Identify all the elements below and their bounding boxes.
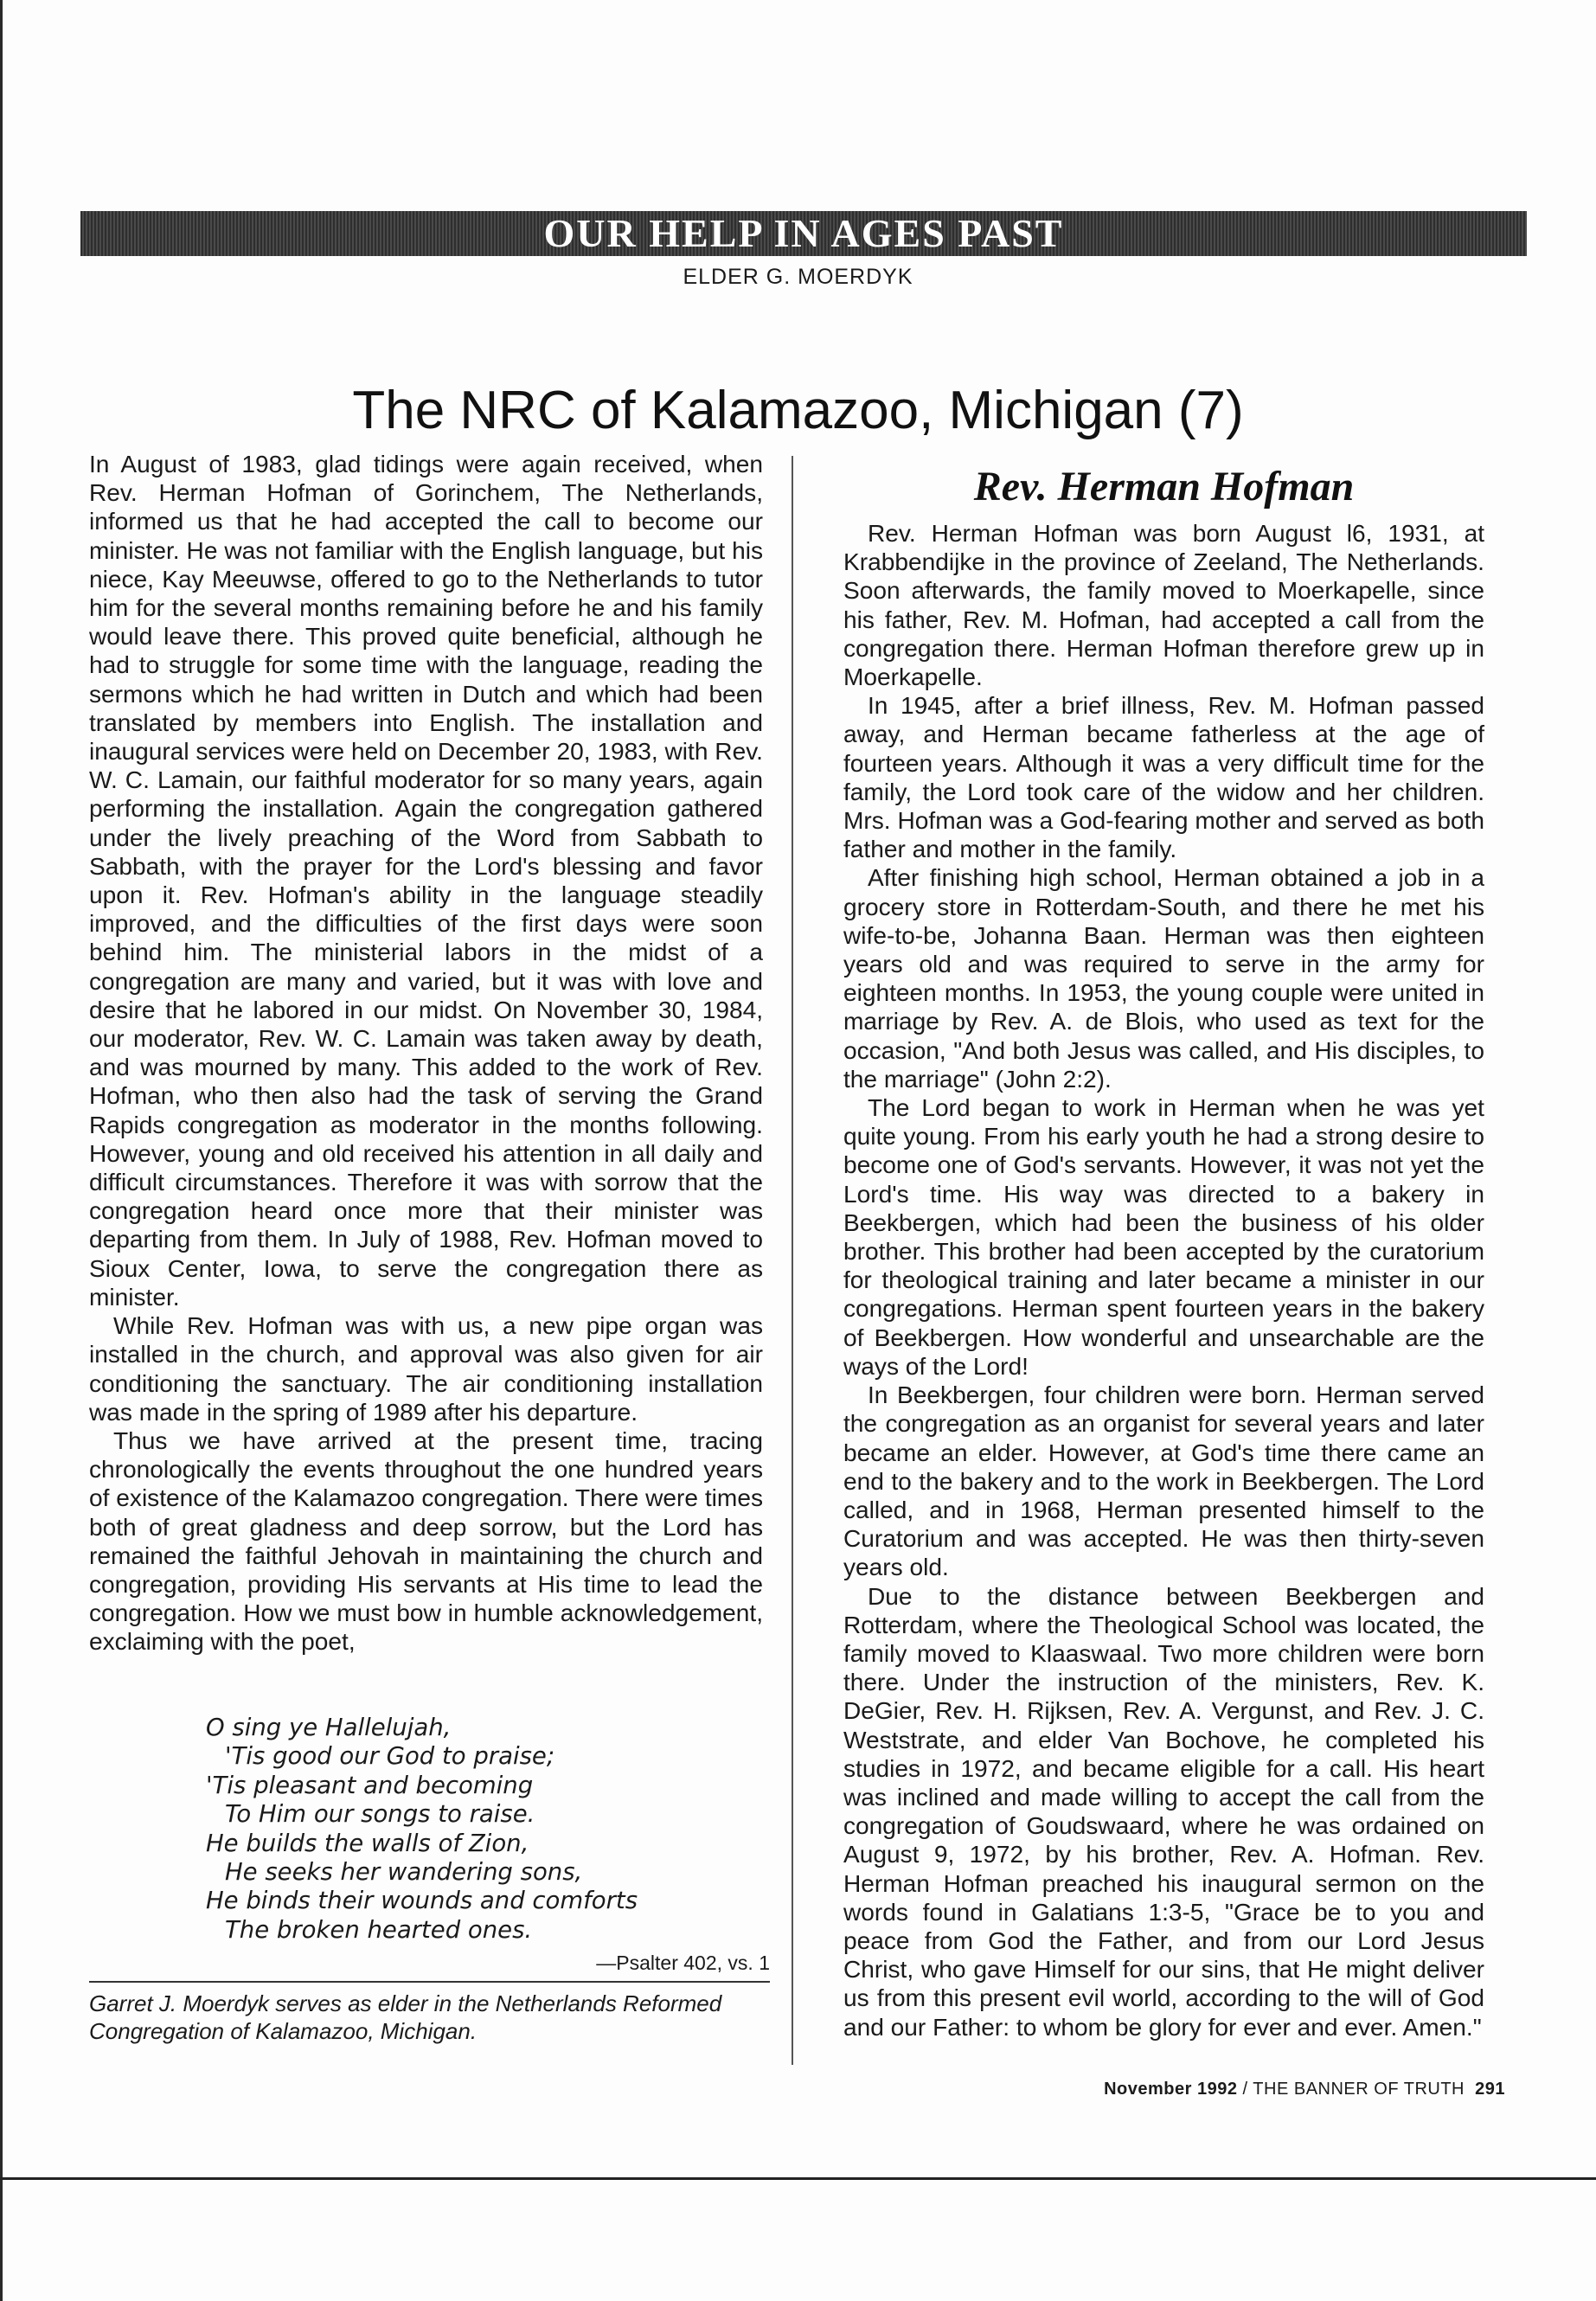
poem-line: He binds their wounds and comforts (206, 1887, 638, 1915)
sidebar-title: Rev. Herman Hofman (973, 464, 1355, 510)
column-banner (80, 211, 1527, 256)
poem-line: To Him our songs to raise. (225, 1800, 535, 1829)
footnote-divider (89, 1981, 770, 1983)
poem-line: 'Tis good our God to praise; (225, 1742, 555, 1771)
article-paragraph: In August of 1983, glad tidings were again received, when Rev. Herman Hofman of Gorinchem, The Netherlands, informed us that he had accepted the call to become our minister. He was not familiar with the English language, but his niece, Kay Meeuwse, offered to go to the Netherlands to tutor him for the several months remaining before he and his family would leave there. This proved quite beneficial, although he had to struggle for some time with the language, reading the sermons which he had written in Dutch and which had been translated by members into English. The installation and inaugural services were held on December 20, 1983, with Rev. W. C. Lamain, our faithful moderator for so many years, again performing the installation. Again the congregation gathered under the lively preaching of the Word from Sabbath to Sabbath, with the prayer for the Lord's blessing and favor upon it. Rev. Hofman's ability in the language steadily improved, and the difficulties of the first days were soon behind him. The ministerial labors in the midst of a congregation are many and varied, but it was with love and desire that he labored in our midst. On November 30, 1984, our moderator, Rev. W. C. Lamain was taken away by death, and was mourned by many. This added to the work of Rev. Hofman, who then also had the task of serving the Grand Rapids congregation as moderator in the months following. However, young and old received his attention in all daily and difficult circumstances. Therefore it was with sorrow that the congregation heard once more that their minister was departing from them. In July of 1988, Rev. Hofman moved to Sioux Center, Iowa, to serve the congregation there as minister. (89, 451, 763, 1311)
page-edge (0, 0, 3, 2301)
column-title: OUR HELP IN AGES PAST (543, 211, 1064, 255)
byline: ELDER G. MOERDYK (683, 265, 913, 289)
article-paragraph: Thus we have arrived at the present time, tracing chronologically the events throughout the one hundred years of existence of the Kalamazoo congregation. There were times both of great gladness and deep sorrow, but the Lord has remained the faithful Jehovah in maintaining the church and congregation, providing His servants at His time to lead the congregation. How we must bow in humble acknowledgement, exclaiming with the poet, (89, 1426, 763, 1656)
footer-separator: / (1237, 2080, 1253, 2099)
poem-quote (206, 1714, 725, 1945)
poem-source: —Psalter 402, vs. 1 (596, 1952, 770, 1974)
poem-line: The broken hearted ones. (225, 1915, 533, 1944)
sidebar-paragraph: Rev. Herman Hofman was born August l6, 1931, at Krabbendijke in the province of Zeeland, The Netherlands. Soon afterwards, the family moved to Moerkapelle, since his father, Rev. M. Hofman, had accepted a call from the congregation there. Herman Hofman therefore grew up in Moerkapelle. (843, 520, 1484, 691)
poem-line: He seeks her wandering sons, (225, 1858, 583, 1887)
article-paragraph: While Rev. Hofman was with us, a new pipe organ was installed in the church, and approval was also given for air conditioning the sanctuary. The air conditioning installation was made in the spring of 1989 after his departure. (89, 1312, 763, 1426)
sidebar-paragraph: After finishing high school, Herman obtained a job in a grocery store in Rotterdam-South, and there he met his wife-to-be, Johanna Baan. Herman was then eighteen years old and was required to serve in the army for eighteen months. In 1953, the young couple were united in marriage by Rev. A. de Blois, who used as text for the occasion, "And both Jesus was called, and His disciples, to the marriage" (John 2:2). (843, 864, 1484, 1093)
issue-date: November 1992 (1104, 2080, 1238, 2099)
poem-line: 'Tis pleasant and becoming (206, 1771, 534, 1799)
poem-line: O sing ye Hallelujah, (206, 1714, 452, 1741)
column-divider (792, 456, 793, 2065)
sidebar-paragraph: Due to the distance between Beekbergen and Rotterdam, where the Theological School was located, the family moved to Klaaswaal. Two more children were born there. Under the instruction of the ministers, Rev. K. DeGier, Rev. H. Rijksen, Rev. A. Vergunst, and Rev. J. C. Weststrate, and elder Van Bochove, he completed his studies in 1972, and became eligible for a call. His heart was inclined and made willing to accept the call from the congregation of Goudswaard, where he was ordained on August 9, 1972, by his brother, Rev. A. Hofman. Rev. Herman Hofman preached his inaugural sermon on the words found in Galatians 1:3-5, "Grace be to you and peace from God the Father, and from our Lord Jesus Christ, who gave Himself for our sins, that He might deliver us from this present evil world, according to the will of God and our Father: to whom be glory for ever and ever. Amen." (843, 1582, 1484, 2041)
page-bottom-rule (0, 2177, 1596, 2180)
page-number: 291 (1475, 2080, 1505, 2099)
sidebar-body (843, 519, 1484, 2041)
sidebar-paragraph: The Lord began to work in Herman when he was yet quite young. From his early youth he had a strong desire to become one of God's servants. However, it was not yet the Lord's time. His way was directed to a bakery in Beekbergen, which had been the business of his older brother. This brother had been accepted by the curatorium for theological training and later became a minister in our congregations. Herman spent fourteen years in the bakery of Beekbergen. How wonderful and unsearchable are the ways of the Lord! (843, 1094, 1484, 1380)
sidebar-paragraph: In 1945, after a brief illness, Rev. M. Hofman passed away, and Herman became fatherless at the age of fourteen years. Although it was a very difficult time for the family, the Lord took care of the widow and her children. Mrs. Hofman was a God-fearing mother and served as both father and mother in the family. (843, 692, 1484, 863)
sidebar-paragraph: In Beekbergen, four children were born. Herman served the congregation as an organist for several years and later became an elder. However, at God's time there came an end to the bakery and to the work in Beekbergen. The Lord called, and in 1968, Herman presented himself to the Curatorium and was accepted. He was then thirty-seven years old. (843, 1381, 1484, 1581)
publication-name: THE BANNER OF TRUTH (1253, 2080, 1465, 2099)
article-title: The NRC of Kalamazoo, Michigan (7) (352, 381, 1244, 440)
poem-line: He builds the walls of Zion, (206, 1829, 529, 1857)
article-body (89, 450, 763, 1657)
page-footer (995, 2080, 1505, 2099)
author-note: Garret J. Moerdyk serves as elder in the Netherlands Reformed Congregation of Kalamazoo, Michigan. (89, 1990, 722, 2044)
